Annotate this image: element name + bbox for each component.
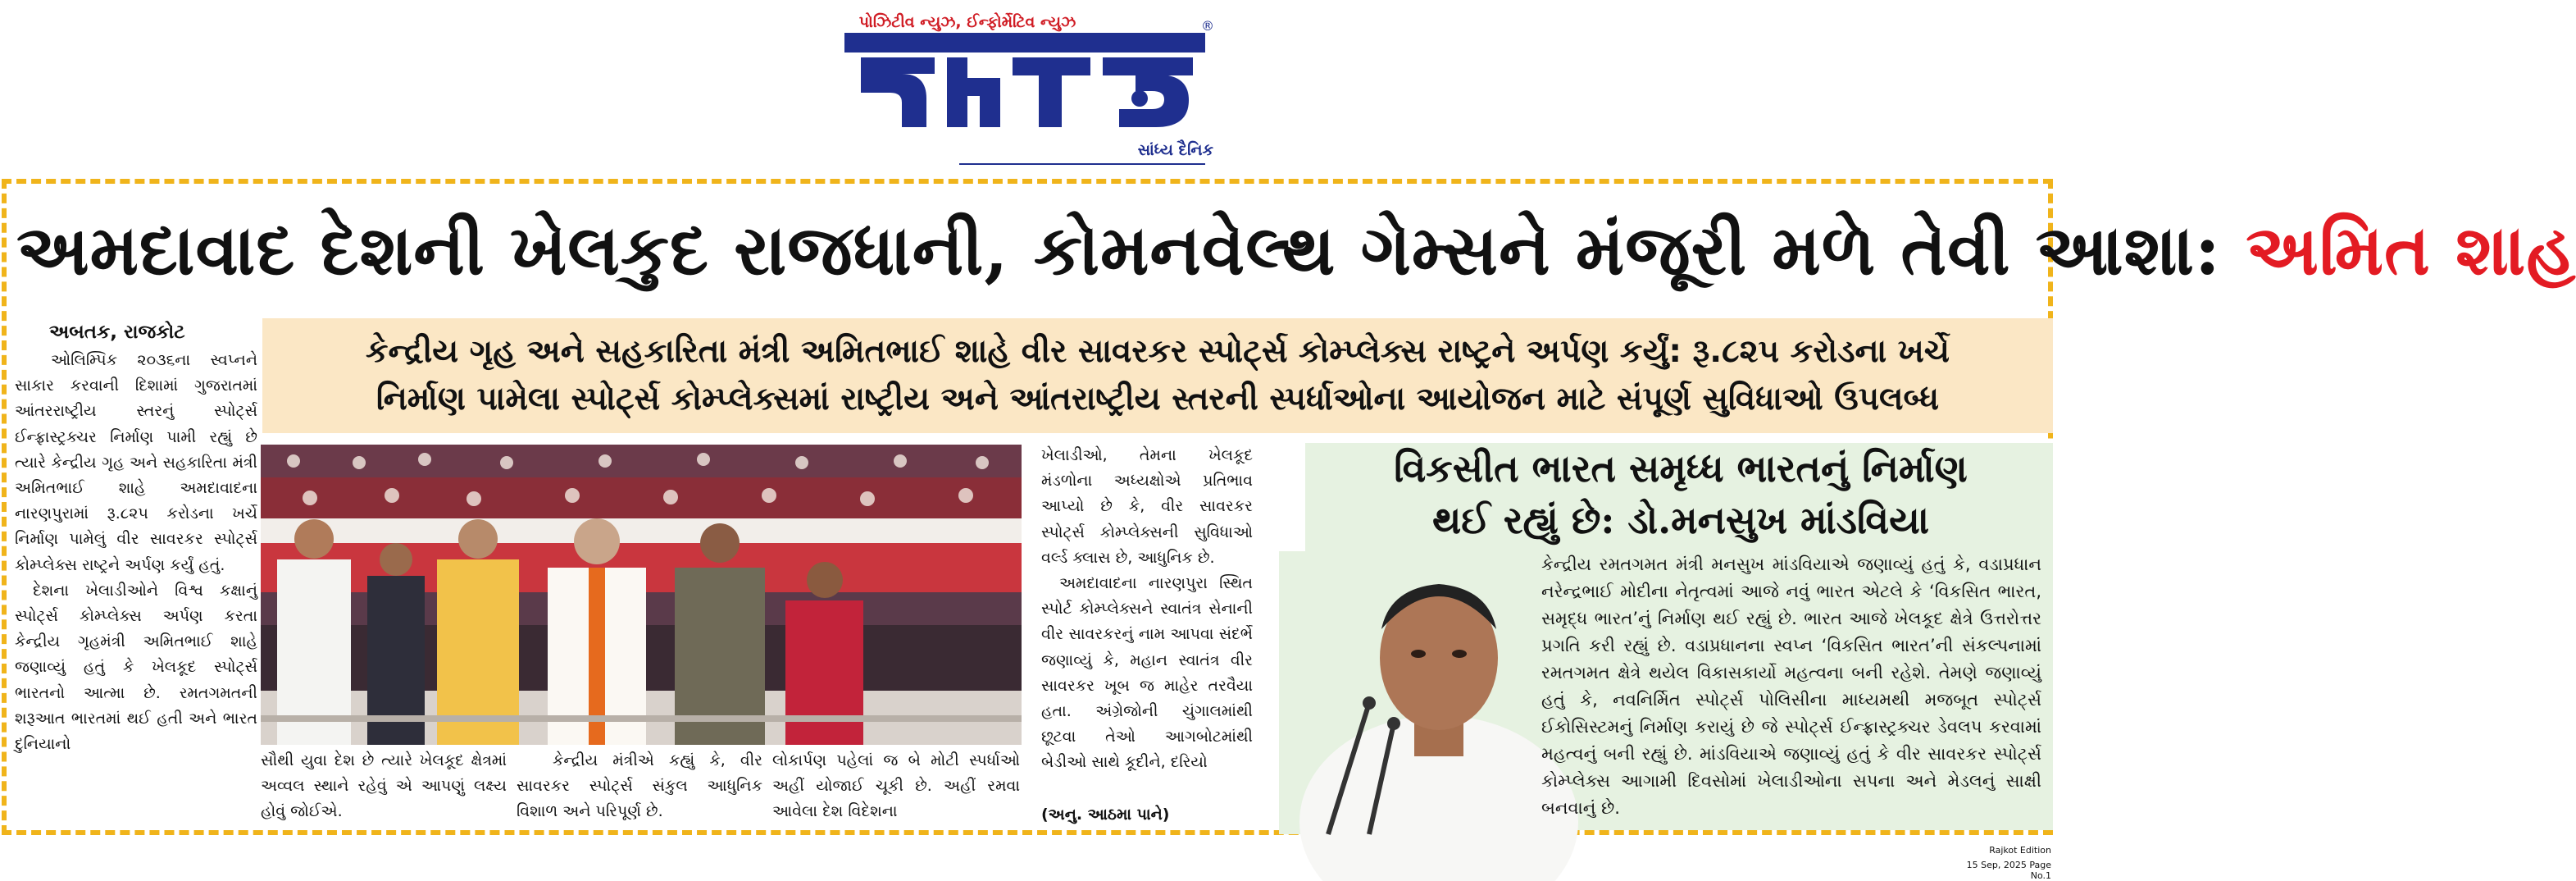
masthead-tagline: પોઝિટીવ ન્યુઝ, ઈન્ફોર્મેટિવ ન્યુઝ (858, 13, 1076, 31)
col1-paragraph-1: ઓલિમ્પિક ૨૦૩૬ના સ્વપ્નને સાકાર કરવાની દિશામાં ગુજરાતમાં આંતરરાષ્ટ્રીય સ્તરનું સ્પોર્ટ્સ ઈન્ફ્રાસ્ટ્રક્ચર નિર્માણ પામી રહ્યું છે ત્યારે કેન્દ્રીય ગૃહ અને સહકારિતા મંત્રી અમિતભાઈ શાહે અમદાવાદના નારણપુરામાં રૂ.૮૨૫ કરોડના ખર્ચે નિર્માણ પામેલું વીર સાવરકર સ્પોર્ટ્સ કોમ્પ્લેક્સ રાષ્ટ્રને અર્પણ કર્યું હતું. (15, 351, 257, 574)
headline-speaker: અમિત શાહ (2246, 209, 2576, 290)
subhead-line-1: કેન્દ્રીય ગૃહ અને સહકારિતા મંત્રી અમિતભાઈ શાહે વીર સાવરકર સ્પોર્ટ્સ કોમ્પ્લેક્સ રાષ્ટ્રને અર્પણ કર્યું: રૂ.૮૨૫ કરોડના ખર્ચે (366, 333, 1950, 370)
subhead-line-2: નિર્માણ પામેલા સ્પોર્ટ્સ કોમ્પ્લેક્સમાં રાષ્ટ્રીય અને આંતરાષ્ટ્રીય સ્તરની સ્પર્ધાઓના આયોજન માટે સંપૂર્ણ સુવિધાઓ ઉપલબ્ધ (375, 381, 1940, 418)
masthead-subtitle: સાંધ્ય દૈનિક (1137, 141, 1213, 159)
below-photo-text-1: સૌથી યુવા દેશ છે ત્યારે ખેલકૂદ ક્ષેત્રમાં અવ્વલ સ્થાને રહેવું એ આપણું લક્ષ્ય હોવું જોઈએ. (261, 751, 507, 821)
speaker-photo (1279, 551, 1550, 834)
headline (16, 205, 2576, 295)
col2-paragraph-2: અમદાવાદના નારણપુરા સ્થિત સ્પોર્ટ કોમ્પ્લેક્સને સ્વાતંત્ર સેનાની વીર સાવરકરનું નામ આપવા સંદર્ભે જણાવ્યું કે, મહાન સ્વાતંત્ર વીર સાવરકર ખૂબ જ માહેર તરવૈયા હતા. અંગ્રેજોની ચુંગાલમાંથી છૂટવા તેઓ આગબોટમાંથી બેડીઓ સાથે કૂદીને, દરિયો (1041, 574, 1253, 772)
sidebar-story-body: કેન્દ્રીય રમતગમત મંત્રી મનસુખ માંડવિયાએ જણાવ્યું હતું કે, વડાપ્રધાન નરેન્દ્રભાઈ મોદીના નેતૃત્વમાં આજે નવું ભારત એટલે કે ‘વિકસિત ભારત, સમૃદ્ધ ભારત’નું નિર્માણ થઈ રહ્યું છે. ભારત આજે ખેલકૂદ ક્ષેત્રે ઉત્તરોત્તર પ્રગતિ કરી રહ્યું છે. વડાપ્રધાનના સ્વપ્ન ‘વિકસિત ભારત’ની સંકલ્પનામાં રમતગમત ક્ષેત્રે થયેલ વિકાસકાર્યો મહત્વના બની રહેશે. તેમણે જણાવ્યું હતું કે, નવનિર્મિત સ્પોર્ટ્સ પોલિસીના માધ્યમથી મજબૂત સ્પોર્ટ્સ ઈકોસિસ્ટમનું નિર્માણ કરાયું છે જે સ્પોર્ટ્સ ઈન્ફ્રાસ્ટ્રક્ચર ડેવલપ કરવામાં મહત્વનું બની રહ્યું છે. માંડવિયાએ જણાવ્યું હતું કે વીર સાવરકર સ્પોર્ટ્સ કોમ્પ્લેક્સ આગામી દિવસોમાં ખેલાડીઓના સપના અને મેડલનું સાક્ષી બનવાનું છે. (1541, 555, 2041, 818)
col2-paragraph-1: ખેલાડીઓ, તેમના ખેલકૂદ મંડળોના અધ્યક્ષોએ પ્રતિભાવ આપ્યો છે કે, વીર સાવરકર સ્પોર્ટ્સ કોમ્પ્લેક્સની સુવિધાઓ વર્લ્ડ ક્લાસ છે, આધુનિક છે. (1041, 446, 1253, 567)
sidebar-story-title-line-1: વિકસીત ભારત સમૃધ્ધ ભારતનું નિર્માણ (1394, 446, 1968, 491)
page-dateline: 15 Sep, 2025 Page No.1 (1966, 860, 2051, 881)
event-photo (261, 445, 1022, 745)
masthead-rule (959, 163, 1205, 165)
sidebar-story-title-line-2: થઈ રહ્યું છે: ડો.મનસુખ માંડવિયા (1431, 498, 1930, 542)
column-1 (15, 348, 257, 757)
headline-main: અમદાવાદ દેશની ખેલકુદ રાજધાની, કોમનવેલ્થ ગેમ્સને મંજૂરી મળે તેવી આશા: (16, 209, 2246, 290)
newspaper-logo (844, 33, 1205, 131)
byline: અબતક, રાજકોટ (49, 322, 185, 343)
column-2 (1041, 443, 1253, 776)
below-photo-text-2: કેન્દ્રીય મંત્રીએ કહ્યું કે, વીર સાવરકર સ્પોર્ટ્સ સંકુલ આધુનિક વિશાળ અને પરિપૂર્ણ છે. (517, 751, 762, 821)
edition-label: Rajkot Edition (1989, 845, 2051, 856)
below-photo-text-3: લોકાર્પણ પહેલાં જ બે મોટી સ્પર્ધાઓ અહીં યોજાઈ ચૂકી છે. અહીં રમવા આવેલા દેશ વિદેશના (772, 751, 1020, 821)
col1-paragraph-2: દેશના ખેલાડીઓને વિશ્વ કક્ષાનું સ્પોર્ટ્સ કોમ્પ્લેક્સ અર્પણ કરતા કેન્દ્રીય ગૃહમંત્રી અમિતભાઈ શાહે જણાવ્યું હતું કે ખેલકૂદ સ્પોર્ટ્સ ભારતનો આત્મા છે. રમતગમતની શરૂઆત ભારતમાં થઈ હતી અને ભારત દુનિયાનો (15, 581, 257, 754)
subhead-box (262, 318, 2053, 433)
registered-mark: ® (1201, 18, 1214, 34)
continued-on-page: (અનુ. આઠમા પાને) (1041, 806, 1170, 824)
